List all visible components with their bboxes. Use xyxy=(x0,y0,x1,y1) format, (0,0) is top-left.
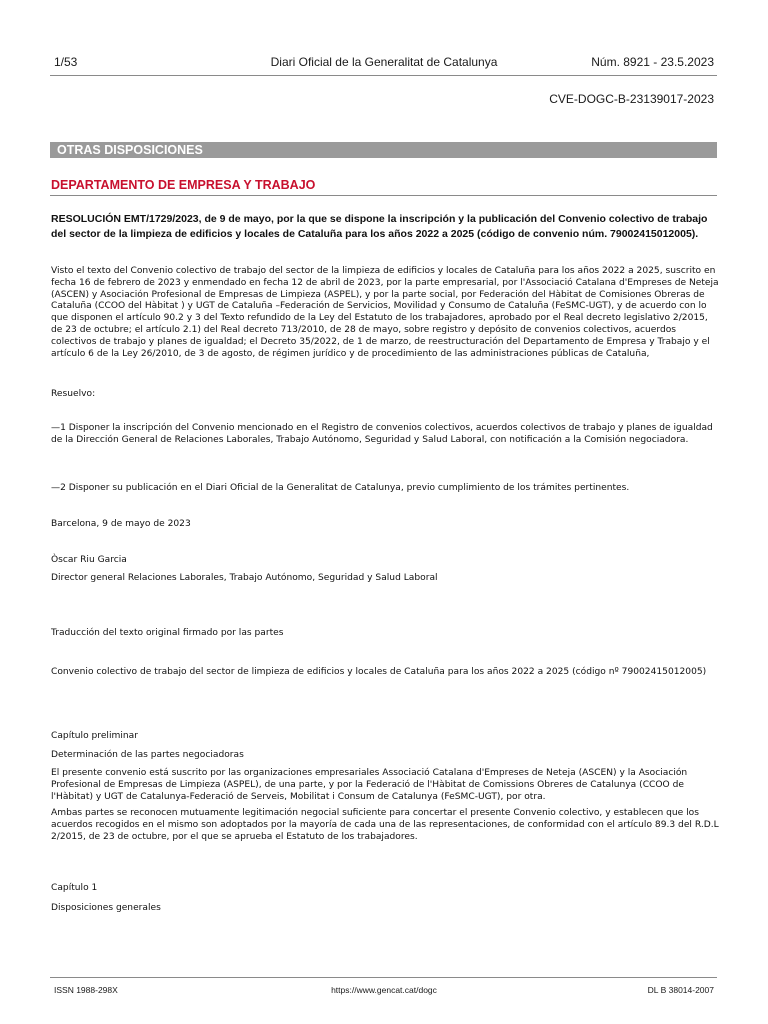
convenio-title: Convenio colectivo de trabajo del sector de limpieza de edificios y locales de Cataluña para los años 2022 a 2025 (código nº 79002415012005) xyxy=(51,667,707,677)
recognition-paragraph: Ambas partes se reconocen mutuamente legitimación negocial suficiente para concertar el presente Convenio colectivo, y establecen que los acuerdos recogidos en el mismo son adoptados por la mayoría de cada una de las representaciones, de conformidad con el artículo 89.3 del R.D.L 2/2015, de 23 de octubre, por el que se aprueba el Estatuto de los trabajadores. xyxy=(51,808,719,842)
cve-code: CVE-DOGC-B-23139017-2023 xyxy=(549,92,714,106)
chapter-preliminary: Capítulo preliminar xyxy=(51,731,138,741)
parties-paragraph: El presente convenio está suscrito por las organizaciones empresariales Associació Catalana d'Empreses de Neteja (ASCEN) y la Asociación Profesional de Empresas de Limpieza (ASPEL), de una parte, y por la Federació de l'Hàbitat de Comissions Obreres de Catalunya (CCOO de l'Hàbitat) y UGT de Catalunya-Federació de Serveis, Mobilitat i Consum de Catalunya (FeSMC-UGT), por otra. xyxy=(51,768,688,802)
page-header xyxy=(54,55,714,71)
intro-paragraph: Visto el texto del Convenio colectivo de trabajo del sector de la limpieza de edificios y locales de Cataluña para los años 2022 a 2025, suscrito en fecha 16 de febrero de 2023 y enmendado en fecha 12 de abril de 2023, por la parte empresarial, por l'Associació Catalana d'Empreses de Neteja (ASCEN) y Asociación Profesional de Empresas de Limpieza (ASPEL), y por la parte social, por Federación del Hàbitat de Comisiones Obreras de Cataluña (CCOO del Hàbitat ) y UGT de Cataluña –Federación de Servicios, Movilidad y Consumo de Cataluña (FeSMC-UGT), y de acuerdo con lo que disponen el artículo 90.2 y 3 del Texto refundido de la Ley del Estatuto de los trabajadores, aprobado por el Real decreto legislativo 2/2015, de 23 de octubre; el artículo 2.1) del Real decreto 713/2010, de 28 de mayo, sobre registro y depósito de convenios colectivos, acuerdos colectivos de trabajo y planes de igualdad; el Decreto 35/2022, de 1 de marzo, de reestructuración del Departamento de Empresa y Trabajo y el artículo 6 de la Ley 26/2010, de 3 de agosto, de régimen jurídico y de procedimiento de las administraciones públicas de Cataluña, xyxy=(51,266,719,359)
translation-note: Traducción del texto original firmado por las partes xyxy=(51,628,284,638)
signer-name: Òscar Riu Garcia xyxy=(51,555,127,565)
signer-title: Director general Relaciones Laborales, Trabajo Autónomo, Seguridad y Salud Laboral xyxy=(51,573,438,583)
publication-name: Diari Oficial de la Generalitat de Catalunya xyxy=(270,55,498,69)
point-2: —2 Disponer su publicación en el Diari Oficial de la Generalitat de Catalunya, previo cumplimiento de los trámites pertinentes. xyxy=(51,483,630,493)
department-divider xyxy=(50,195,717,196)
chapter-1-title: Disposiciones generales xyxy=(51,903,161,913)
chapter-1: Capítulo 1 xyxy=(51,883,98,893)
resuelvo-label: Resuelvo: xyxy=(51,389,96,399)
issue-number: Núm. 8921 - 23.5.2023 xyxy=(591,55,714,69)
chapter-preliminary-title: Determinación de las partes negociadoras xyxy=(51,750,244,760)
section-bar xyxy=(50,142,717,158)
department-heading: DEPARTAMENTO DE EMPRESA Y TRABAJO xyxy=(51,178,316,192)
issn: ISSN 1988-298X xyxy=(54,985,118,995)
section-title: OTRAS DISPOSICIONES xyxy=(57,143,203,157)
place-date: Barcelona, 9 de mayo de 2023 xyxy=(51,519,191,529)
header-divider xyxy=(50,75,717,76)
resolution-title: RESOLUCIÓN EMT/1729/2023, de 9 de mayo, por la que se dispone la inscripción y la publicación del Convenio colectivo de trabajo del sector de la limpieza de edificios y locales de Cataluña para los años 2022 a 2025 (código de convenio núm. 79002415012005). xyxy=(51,213,708,240)
footer-url[interactable]: https://www.gencat.cat/dogc xyxy=(331,985,437,995)
point-1: —1 Disponer la inscripción del Convenio mencionado en el Registro de convenios colectivos, acuerdos colectivos de trabajo y planes de igualdad de la Dirección General de Relaciones Laborales, Trabajo Autónomo, Seguridad y Salud Laboral, con notificación a la Comisión negociadora. xyxy=(51,423,713,445)
page-number: 1/53 xyxy=(54,55,78,69)
footer-divider xyxy=(50,977,717,978)
page-footer xyxy=(54,985,714,997)
legal-deposit: DL B 38014-2007 xyxy=(647,985,714,995)
